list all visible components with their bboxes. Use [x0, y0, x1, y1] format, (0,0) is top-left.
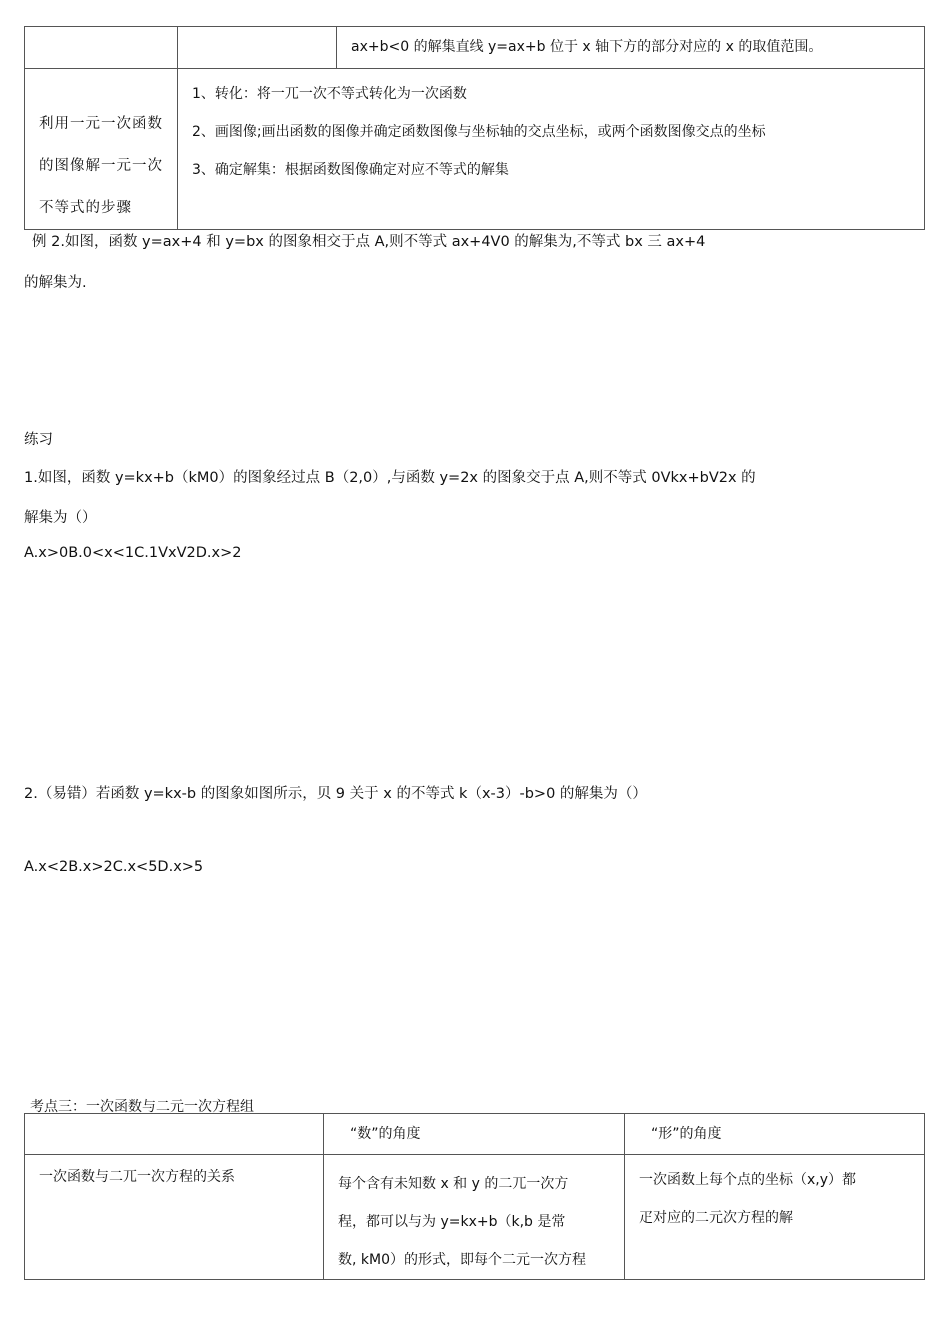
table2-header-shape — [625, 1114, 925, 1155]
table1-r2-steps-cell — [178, 69, 925, 230]
table2-row-label-cell — [25, 1155, 324, 1280]
table1-r2-label-cell — [25, 69, 178, 230]
steps-label-line-1: 利用一元一次函数 — [39, 116, 163, 132]
shape-angle-line-1: 一次函数上每个点的坐标（x,y）都 — [639, 1172, 857, 1188]
steps-table — [24, 26, 925, 230]
number-angle-line-1: 每个含有未知数 x 和 y 的二兀一次方 — [338, 1176, 569, 1192]
shape-angle-header: “形”的角度 — [651, 1126, 722, 1142]
section3-title: 考点三：一次函数与二元一次方程组 — [30, 1099, 254, 1115]
table2-header-empty — [25, 1114, 324, 1155]
practice-heading: 练习 — [24, 432, 53, 448]
q2-options: A.x<2B.x>2C.x<5D.x>5 — [24, 859, 204, 875]
shape-angle-line-2: 疋对应的二元次方程的解 — [639, 1210, 793, 1226]
number-angle-line-2: 程，都可以与为 y=kx+b（k,b 是常 — [338, 1214, 566, 1230]
step-solve: 3、确定解集：根据函数图像确定对应不等式的解集 — [192, 162, 509, 178]
table2-header-number — [324, 1114, 625, 1155]
example2-line-1: 例 2.如图，函数 y=ax+4 和 y=bx 的图象相交于点 A,则不等式 ax+4V0 的解集为,不等式 bx 三 ax+4 — [32, 234, 706, 250]
solution-range-text: ax+b<0 的解集直线 y=ax+b 位于 x 轴下方的部分对应的 x 的取值范围。 — [351, 39, 823, 55]
table2-shape-cell — [625, 1155, 925, 1280]
step-convert: 1、转化：将一兀一次不等式转化为一次函数 — [192, 86, 467, 102]
table1-r1-c2 — [178, 27, 337, 69]
relation-label: 一次函数与二兀一次方程的关系 — [39, 1169, 235, 1185]
table1-r1-c3 — [337, 27, 925, 69]
equation-relation-table — [24, 1113, 925, 1280]
number-angle-header: “数”的角度 — [350, 1126, 421, 1142]
steps-label-line-3: 不等式的步骤 — [39, 200, 132, 216]
q1-line-1: 1.如图，函数 y=kx+b（kM0）的图象经过点 B（2,0）,与函数 y=2x 的图象交于点 A,则不等式 0Vkx+bV2x 的 — [24, 470, 756, 486]
table2-number-cell — [324, 1155, 625, 1280]
table1-r1-c1 — [25, 27, 178, 69]
steps-label-line-2: 的图像解一元一次 — [39, 158, 163, 174]
q2-line: 2.（易错）若函数 y=kx-b 的图象如图所示，贝 9 关于 x 的不等式 k（x-3）-b>0 的解集为（） — [24, 786, 647, 802]
example2-line-2: 的解集为. — [24, 275, 87, 291]
step-draw: 2、画图像;画出函数的图像并确定函数图像与坐标轴的交点坐标，或两个函数图像交点的坐标 — [192, 124, 766, 140]
q1-line-2: 解集为（） — [24, 510, 97, 526]
number-angle-line-3: 数, kM0）的形式，即每个二元一次方程 — [338, 1252, 586, 1268]
q1-options: A.x>0B.0<x<1C.1VxV2D.x>2 — [24, 545, 242, 561]
